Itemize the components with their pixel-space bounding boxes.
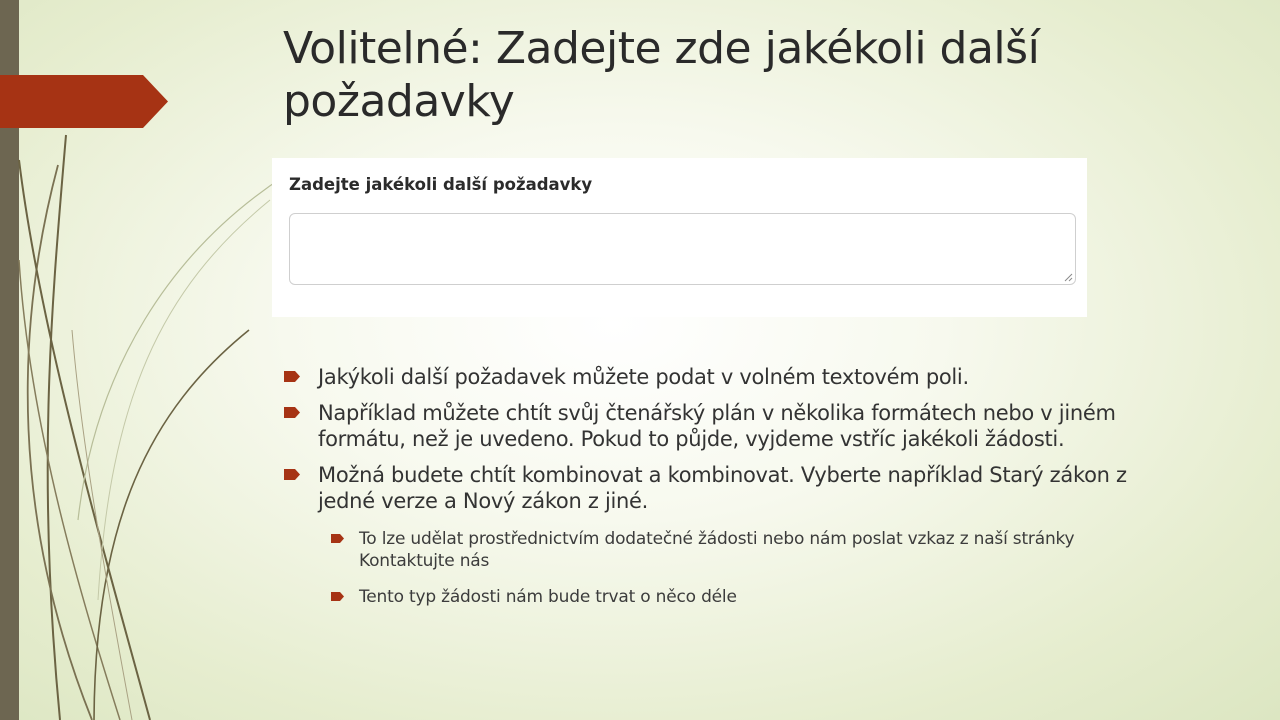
arrow-bullet-icon xyxy=(331,534,344,543)
sub-bullet-item xyxy=(283,528,1163,572)
sub-bullet-text: Tento typ žádosti nám bude trvat o něco déle xyxy=(359,587,737,607)
bullet-item xyxy=(283,462,1163,514)
resize-grip-icon[interactable] xyxy=(1063,272,1073,282)
sub-bullet-item xyxy=(283,586,1163,608)
form-field-label: Zadejte jakékoli další požadavky xyxy=(289,175,593,194)
requests-textarea[interactable] xyxy=(289,213,1076,285)
slide-title: Volitelné: Zadejte zde jakékoli další požadavky xyxy=(283,23,1040,127)
bullet-text: Možná budete chtít kombinovat a kombinovat. Vyberte například Starý zákon z jedné verze a Nový zákon z jiné. xyxy=(318,463,1127,513)
bullet-text: Jakýkoli další požadavek můžete podat v volném textovém poli. xyxy=(318,365,969,389)
arrow-bullet-icon xyxy=(284,371,300,382)
bullet-list xyxy=(283,364,1183,608)
arrow-bullet-icon xyxy=(284,407,300,418)
sub-bullet-text: To lze udělat prostřednictvím dodatečné žádosti nebo nám poslat vzkaz z naší stránky Kontaktujte nás xyxy=(359,529,1075,571)
bullet-item xyxy=(283,364,1163,390)
title-arrow-icon xyxy=(0,75,168,128)
arrow-bullet-icon xyxy=(284,469,300,480)
bullet-item xyxy=(283,400,1163,452)
form-screenshot xyxy=(272,158,1087,317)
arrow-bullet-icon xyxy=(331,592,344,601)
bullet-text: Například můžete chtít svůj čtenářský plán v několika formátech nebo v jiném formátu, než je uvedeno. Pokud to půjde, vyjdeme vstříc jakékoli žádosti. xyxy=(318,401,1116,451)
